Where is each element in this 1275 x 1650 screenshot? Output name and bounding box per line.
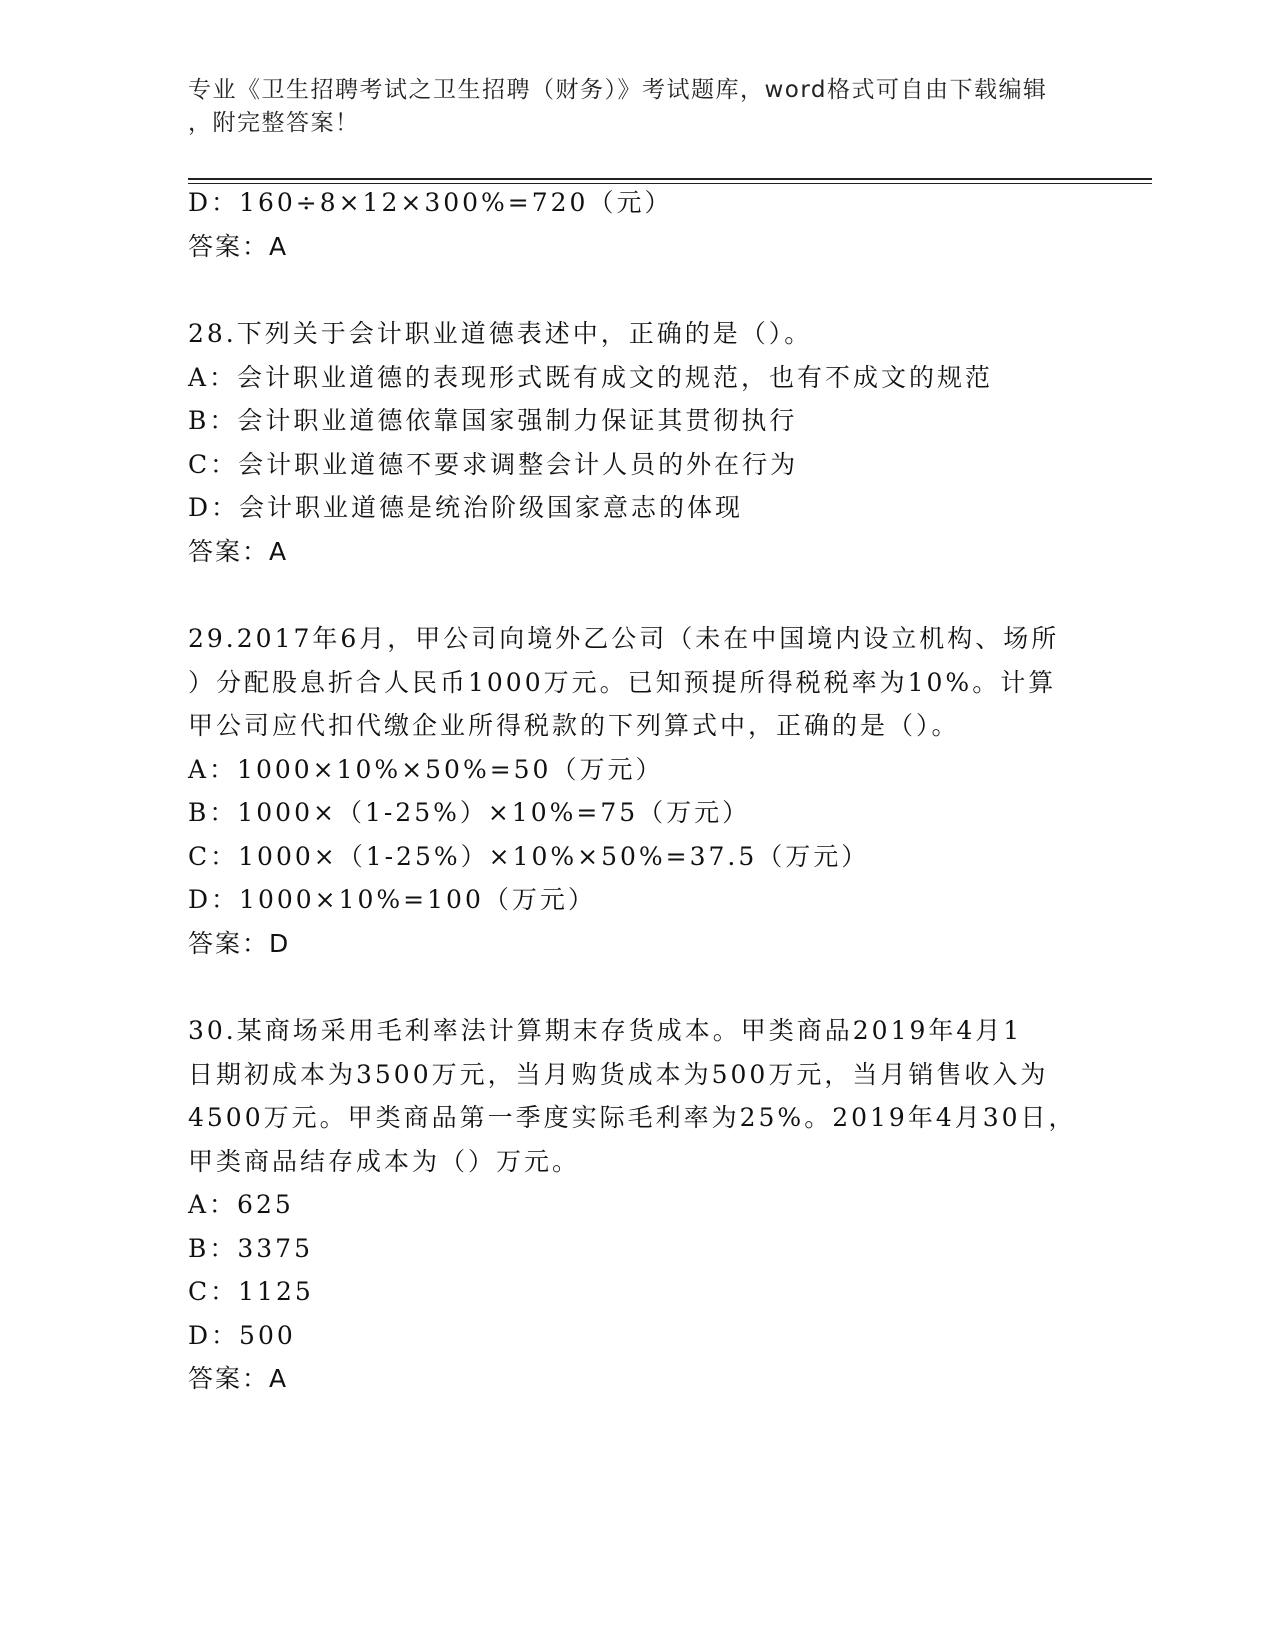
q30-option-a: A：625 [188,1190,294,1219]
q30-stem-line-2: 日期初成本为3500万元，当月购货成本为500万元，当月销售收入为 [188,1060,1049,1089]
q29-option-d: D：1000×10%=100（万元） [188,885,596,914]
q29-option-b: B：1000×（1-25%）×10%=75（万元） [188,798,751,827]
q29-stem-line-1: 29.2017年6月，甲公司向境外乙公司（未在中国境内设立机构、场所 [188,624,1060,653]
header-divider-thin [188,183,1152,184]
q29-option-c: C：1000×（1-25%）×10%×50%=37.5（万元） [188,842,870,871]
q28-option-d: D：会计职业道德是统治阶级国家意志的体现 [188,493,744,522]
q29-answer: 答案：D [188,929,291,958]
q28-option-b: B：会计职业道德依靠国家强制力保证其贯彻执行 [188,406,798,435]
header-divider-thick [188,178,1152,180]
q28-option-c: C：会计职业道德不要求调整会计人员的外在行为 [188,450,799,479]
document-header [188,74,1068,140]
prev-question-answer: 答案：A [188,232,289,261]
q30-option-d: D：500 [188,1321,296,1350]
header-title-line-1: 专业《卫生招聘考试之卫生招聘（财务）》考试题库，word格式可自由下载编辑 [188,77,1048,103]
header-title-line-2: ，附完整答案！ [188,110,360,136]
prev-question-option-d: D：160÷8×12×300%=720（元） [188,188,673,217]
q29-option-a: A：1000×10%×50%=50（万元） [188,755,664,784]
q28-stem: 28.下列关于会计职业道德表述中，正确的是（）。 [188,319,813,348]
q29-stem-line-2: ）分配股息折合人民币1000万元。已知预提所得税税率为10%。计算 [188,668,1057,697]
q30-option-b: B：3375 [188,1234,313,1263]
q28-option-a: A：会计职业道德的表现形式既有成文的规范，也有不成文的规范 [188,363,994,392]
q28-answer: 答案：A [188,537,289,566]
q30-stem-line-1: 30.某商场采用毛利率法计算期末存货成本。甲类商品2019年4月1 [188,1016,1023,1045]
q30-option-c: C：1125 [188,1277,314,1306]
q30-stem-line-3: 4500万元。甲类商品第一季度实际毛利率为25%。2019年4月30日， [188,1103,1077,1132]
q30-answer: 答案：A [188,1364,289,1393]
q30-stem-line-4: 甲类商品结存成本为（）万元。 [188,1147,581,1176]
q29-stem-line-3: 甲公司应代扣代缴企业所得税款的下列算式中，正确的是（）。 [188,711,960,740]
